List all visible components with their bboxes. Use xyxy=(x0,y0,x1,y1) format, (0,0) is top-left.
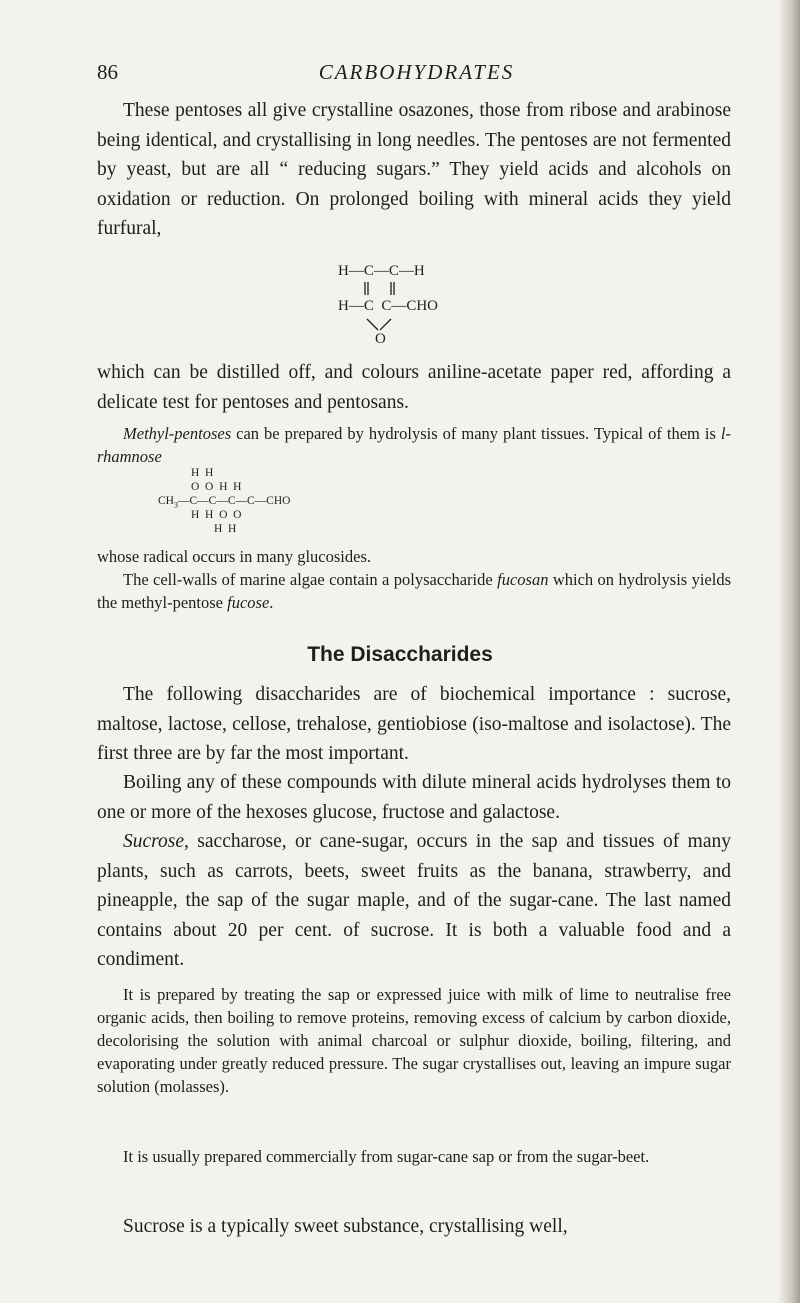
paragraph-sucrose xyxy=(97,827,731,975)
term-sucrose: Sucrose xyxy=(123,831,185,852)
term-l-rhamnose: l-rhamnose xyxy=(97,424,731,466)
paragraph-radical-glucosides: whose radical occurs in many glucosides. xyxy=(97,547,372,566)
page-header xyxy=(97,60,736,92)
paragraph-methyl-pentoses xyxy=(97,422,731,468)
paragraph-sucrose-sweet: Sucrose is a typically sweet substance, crystallising well, xyxy=(123,1216,568,1237)
page-number: 86 xyxy=(97,60,118,84)
rhamnose-subscript: 3 xyxy=(173,500,178,510)
algae-text-a: The cell-walls of marine algae contain a polysaccharide xyxy=(123,570,498,589)
paragraph-algae-fucosan xyxy=(97,568,731,614)
term-fucose: fucose xyxy=(227,593,270,612)
algae-text-b: which on hydrolysis yields the methyl-pentose xyxy=(97,570,731,612)
rhamnose-row1: H H xyxy=(191,467,214,479)
paragraph-pentoses-osazones: These pentoses all give crystalline osazones, those from ribose and arabinose being identical, and crystallising in long needles. The pentoses are not fermented by yeast, but are all “ reducing sugars.” They yield acids and alcohols on oxidation or reduction. On prolonged boiling with mineral acids they yield furfural, xyxy=(97,100,731,239)
rhamnose-row5: H H xyxy=(214,523,237,535)
paragraph-sucrose-preparation: It is prepared by treating the sap or expressed juice with milk of lime to neutralise free organic acids, then boiling to remove proteins, removing excess of calcium by carbon dioxide, decolorising the solution with animal charcoal or sulphur dioxide, boiling, filtering, and evaporating under greatly reduced pressure. The sugar crystallises out, leaving an impure sugar solution (molasses). xyxy=(97,985,731,1096)
rhamnose-row2: O O H H xyxy=(191,481,242,493)
paragraph-furfural-distilled: which can be distilled off, and colours aniline-acetate paper red, affording a delicate test for pentoses and pentosans. xyxy=(97,362,731,413)
furfural-ring-bonds xyxy=(338,279,458,349)
rhamnose-ch: CH xyxy=(158,495,174,507)
paragraph-disaccharides-list: The following disaccharides are of biochemical importance : sucrose, maltose, lactose, cellose, trehalose, gentiobiose (iso-maltose and isolactose). The first three are by far the most important. xyxy=(97,684,731,764)
algae-text-c: . xyxy=(269,593,274,612)
running-title: CARBOHYDRATES xyxy=(318,60,515,84)
paragraph-boiling-hydrolyses: Boiling any of these compounds with dilute mineral acids hydrolyses them to one or more of the hexoses glucose, fructose and galactose. xyxy=(97,772,731,823)
furfural-oxygen: O xyxy=(375,331,386,347)
term-fucosan: fucosan xyxy=(497,570,549,589)
furfural-formula-row1: H—C—C—H xyxy=(338,263,425,279)
sucrose-text: , saccharose, or cane-sugar, occurs in the sap and tissues of many plants, such as carrots, beets, sweet fruits as the banana, strawberry, and pineapple, the sap of the sugar maple, and of the sugar-cane. The last named contains about 20 per cent. of sucrose. It is both a valuable food and a condiment. xyxy=(97,831,731,970)
rhamnose-row4: H H O O xyxy=(191,509,242,521)
furfural-formula-row3: H—C C—CHO xyxy=(338,298,439,314)
rhamnose-row3 xyxy=(158,496,290,509)
term-methyl-pentoses: Methyl-pentoses xyxy=(123,424,232,443)
methyl-pentoses-text: can be prepared by hydrolysis of many plant tissues. Typical of them is xyxy=(231,424,721,443)
section-heading-disaccharides: The Disaccharides xyxy=(307,643,493,666)
paragraph-commercial-preparation: It is usually prepared commercially from sugar-cane sap or from the sugar-beet. xyxy=(123,1147,650,1166)
rhamnose-chain: —C—C—C—C—CHO xyxy=(177,495,291,507)
